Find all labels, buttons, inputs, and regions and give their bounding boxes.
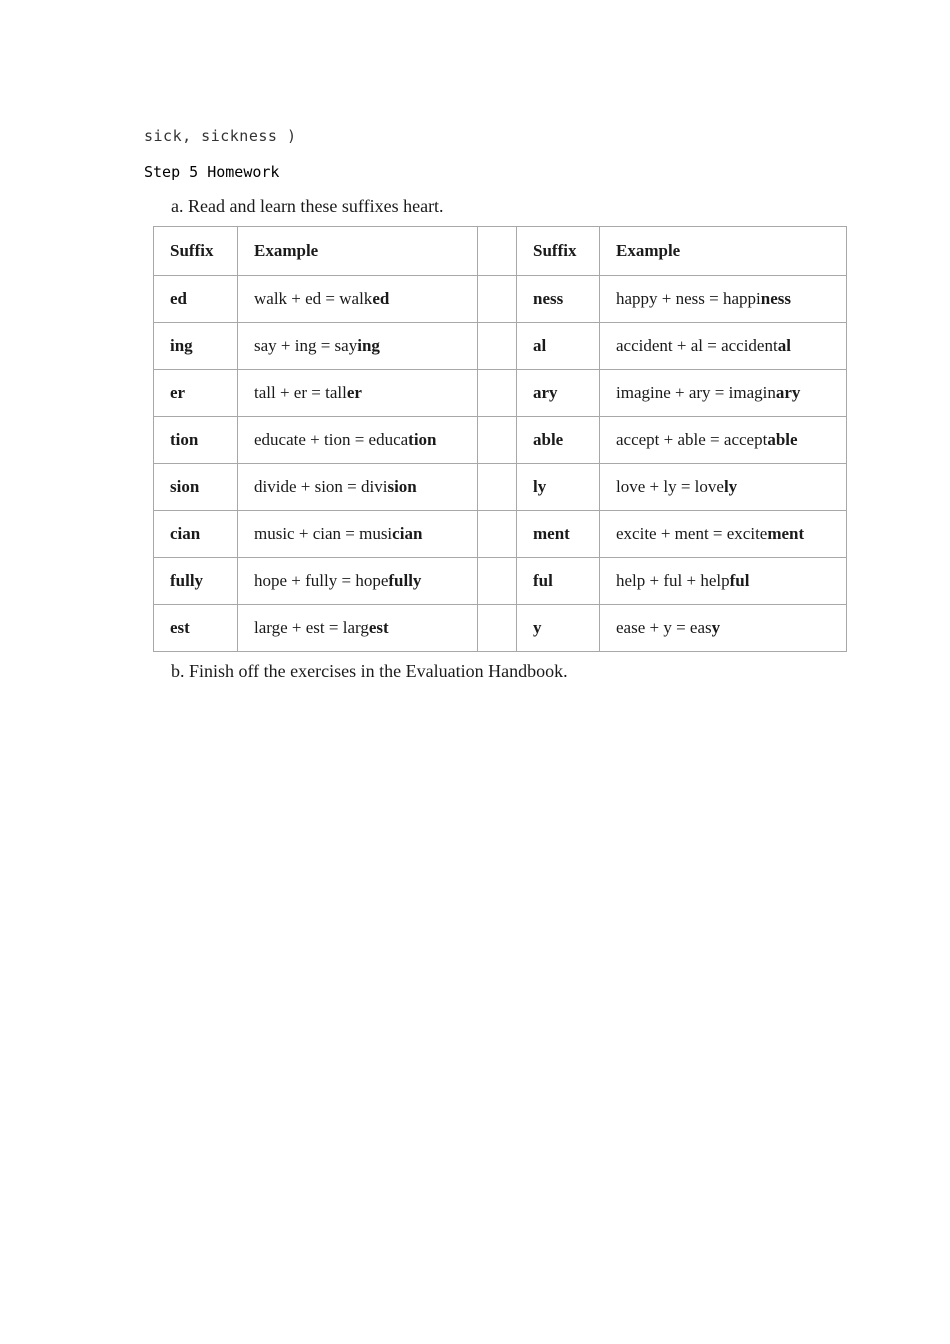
suffix-cell-right: al	[517, 323, 600, 370]
example-text: say + ing = say	[254, 336, 358, 355]
example-cell-right	[600, 511, 847, 558]
suffix-cell-right: able	[517, 417, 600, 464]
example-suffix-highlight: ed	[372, 289, 390, 308]
table-row	[154, 464, 847, 511]
example-cell-left	[238, 370, 478, 417]
example-suffix-highlight: ing	[357, 336, 380, 355]
suffix-cell-left: cian	[154, 511, 238, 558]
suffix-cell-right: ly	[517, 464, 600, 511]
table-row	[154, 511, 847, 558]
example-cell-left	[238, 323, 478, 370]
example-text: imagine + ary = imagin	[616, 383, 776, 402]
example-cell-right	[600, 323, 847, 370]
suffix-cell-left: ing	[154, 323, 238, 370]
example-suffix-highlight: ary	[775, 383, 801, 402]
example-text: accept + able = accept	[616, 430, 768, 449]
suffix-cell-left: er	[154, 370, 238, 417]
table-row	[154, 558, 847, 605]
example-cell-right	[600, 370, 847, 417]
table-row	[154, 276, 847, 323]
example-text: happy + ness = happi	[616, 289, 761, 308]
example-suffix-highlight: ness	[760, 289, 791, 308]
instruction-a: a. Read and learn these suffixes heart.	[171, 196, 444, 216]
header-suffix-left: Suffix	[154, 227, 238, 276]
example-cell-left	[238, 605, 478, 652]
header-example-right: Example	[600, 227, 847, 276]
suffix-cell-right: ness	[517, 276, 600, 323]
suffix-cell-right: ful	[517, 558, 600, 605]
example-text: hope + fully = hope	[254, 571, 389, 590]
example-suffix-highlight: ful	[729, 571, 750, 590]
gap-cell	[478, 370, 517, 417]
example-cell-right	[600, 417, 847, 464]
header-suffix-right: Suffix	[517, 227, 600, 276]
example-suffix-highlight: al	[777, 336, 791, 355]
example-cell-left	[238, 511, 478, 558]
example-suffix-highlight: cian	[392, 524, 423, 543]
example-text: tall + er = tall	[254, 383, 347, 402]
gap-cell	[478, 323, 517, 370]
example-text: help + ful + help	[616, 571, 730, 590]
example-suffix-highlight: er	[346, 383, 362, 402]
example-text: educate + tion = educa	[254, 430, 409, 449]
table-header-row	[154, 227, 847, 276]
continuation-line: sick, sickness )	[144, 127, 297, 145]
gap-cell	[478, 464, 517, 511]
gap-cell	[478, 227, 517, 276]
example-text: music + cian = musi	[254, 524, 393, 543]
example-text: accident + al = accident	[616, 336, 778, 355]
table-row	[154, 417, 847, 464]
suffix-cell-left: fully	[154, 558, 238, 605]
example-suffix-highlight: ly	[723, 477, 738, 496]
example-cell-left	[238, 276, 478, 323]
table-row	[154, 605, 847, 652]
suffix-cell-right: ary	[517, 370, 600, 417]
step-heading: Step 5 Homework	[144, 163, 280, 181]
example-suffix-highlight: able	[767, 430, 798, 449]
table-row	[154, 370, 847, 417]
example-cell-left	[238, 558, 478, 605]
example-cell-right	[600, 276, 847, 323]
suffix-cell-right: y	[517, 605, 600, 652]
example-suffix-highlight: sion	[387, 477, 417, 496]
example-suffix-highlight: tion	[408, 430, 437, 449]
example-cell-left	[238, 464, 478, 511]
example-text: divide + sion = divi	[254, 477, 388, 496]
suffix-cell-right: ment	[517, 511, 600, 558]
example-suffix-highlight: fully	[388, 571, 422, 590]
example-suffix-highlight: ment	[767, 524, 805, 543]
table-body	[154, 276, 847, 652]
suffix-table	[153, 226, 847, 652]
gap-cell	[478, 276, 517, 323]
example-suffix-highlight: est	[368, 618, 389, 637]
suffix-cell-left: est	[154, 605, 238, 652]
example-cell-right	[600, 464, 847, 511]
suffix-cell-left: ed	[154, 276, 238, 323]
gap-cell	[478, 558, 517, 605]
example-text: excite + ment = excite	[616, 524, 768, 543]
header-example-left: Example	[238, 227, 478, 276]
example-text: walk + ed = walk	[254, 289, 373, 308]
example-text: large + est = larg	[254, 618, 369, 637]
example-suffix-highlight: y	[711, 618, 721, 637]
table-row	[154, 323, 847, 370]
example-cell-right	[600, 558, 847, 605]
suffix-cell-left: tion	[154, 417, 238, 464]
example-text: love + ly = love	[616, 477, 724, 496]
suffix-cell-left: sion	[154, 464, 238, 511]
gap-cell	[478, 417, 517, 464]
gap-cell	[478, 605, 517, 652]
gap-cell	[478, 511, 517, 558]
example-cell-right	[600, 605, 847, 652]
instruction-b: b. Finish off the exercises in the Evaluation Handbook.	[171, 661, 568, 681]
example-text: ease + y = eas	[616, 618, 712, 637]
example-cell-left	[238, 417, 478, 464]
